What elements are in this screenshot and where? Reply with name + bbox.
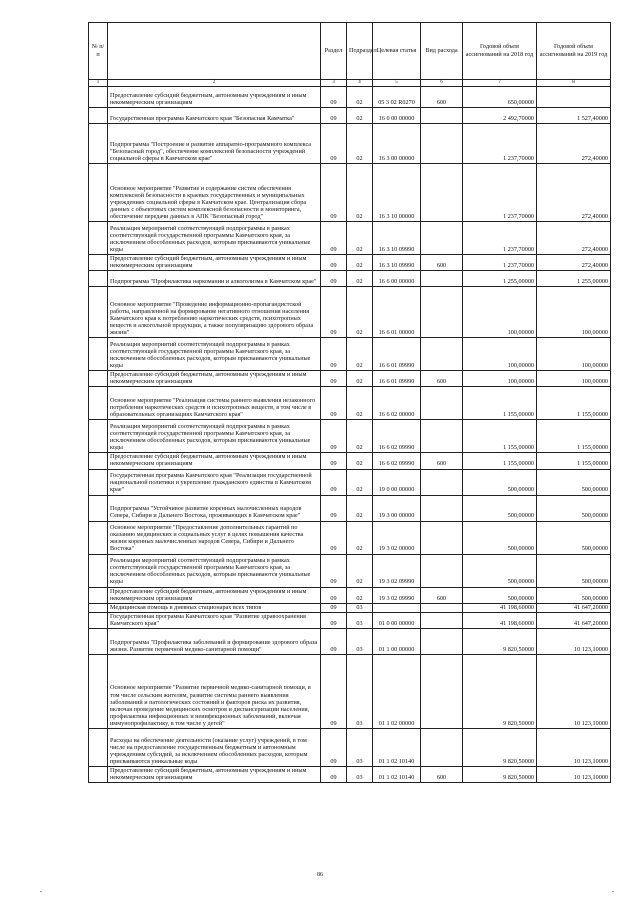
row-subsection: 02 (347, 495, 373, 521)
row-exptype: 600 (421, 587, 463, 603)
row-num (89, 655, 108, 729)
row-section: 09 (321, 87, 347, 108)
row-value-2018: 1 237,70000 (463, 255, 537, 271)
row-exptype (421, 124, 463, 164)
row-subsection: 03 (347, 767, 373, 783)
row-exptype (421, 271, 463, 287)
row-exptype (421, 554, 463, 587)
row-section: 09 (321, 629, 347, 655)
table-row (89, 124, 611, 164)
table-row (89, 271, 611, 287)
table-row (89, 87, 611, 108)
table-row (89, 603, 611, 612)
row-exptype (421, 420, 463, 453)
row-section: 09 (321, 338, 347, 371)
row-value-2018: 500,00000 (463, 521, 537, 554)
colnum: 2 (108, 80, 321, 87)
row-subsection: 03 (347, 729, 373, 767)
row-value-2018: 500,00000 (463, 587, 537, 603)
row-value-2019: 500,00000 (537, 495, 611, 521)
row-num (89, 469, 108, 495)
table-row (89, 729, 611, 767)
table-body (89, 87, 611, 783)
row-name: Предоставление субсидий бюджетным, автономным учреждениям и иным некоммерческим организациям (108, 255, 321, 271)
row-name: Реализация мероприятий соответствующей подпрограммы в рамках соответствующей государственной программы Камчатского края, за исключением обособленных расходов, которым присваиваются уникальные коды (108, 222, 321, 255)
row-exptype (421, 629, 463, 655)
row-subsection: 02 (347, 587, 373, 603)
row-name: Медицинская помощь в дневных стационарах всех типов (108, 603, 321, 612)
row-num (89, 612, 108, 628)
row-exptype (421, 603, 463, 612)
row-section: 09 (321, 587, 347, 603)
row-target: 19 3 00 00000 (373, 495, 421, 521)
row-target: 01 1 02 00000 (373, 655, 421, 729)
row-target: 16 6 00 00000 (373, 271, 421, 287)
row-value-2019: 500,00000 (537, 521, 611, 554)
row-subsection: 02 (347, 420, 373, 453)
column-number-row (89, 80, 611, 87)
row-name: Подпрограмма "Профилактика заболеваний и формирование здорового образа жизни. Развитие первичной медико-санитарной помощи" (108, 629, 321, 655)
row-exptype: 600 (421, 87, 463, 108)
row-value-2018: 41 198,60000 (463, 612, 537, 628)
row-value-2018: 9 820,50000 (463, 729, 537, 767)
row-value-2019 (537, 87, 611, 108)
row-name: Основное мероприятие "Развитие и содержание систем обеспечения комплексной безопасности в краевых государственных и муниципальных учреждениях социальной сферы в Камчатском крае. Централизация сбора данных с объектовых систем комплексной безопасности и мониторинга, обеспечение передачи данных в АПК "Безопасный город" (108, 164, 321, 222)
row-target: 16 6 02 09990 (373, 453, 421, 469)
row-section: 09 (321, 469, 347, 495)
row-subsection: 03 (347, 629, 373, 655)
row-value-2018: 9 820,50000 (463, 655, 537, 729)
row-section: 09 (321, 521, 347, 554)
row-subsection: 02 (347, 371, 373, 387)
row-section: 09 (321, 287, 347, 338)
row-target: 16 3 10 09990 (373, 255, 421, 271)
table-row (89, 164, 611, 222)
row-target: 16 6 01 00000 (373, 287, 421, 338)
row-target: 16 6 01 09990 (373, 371, 421, 387)
row-section: 09 (321, 767, 347, 783)
row-value-2019: 10 123,10000 (537, 629, 611, 655)
row-subsection: 02 (347, 108, 373, 124)
colnum: 3 (321, 80, 347, 87)
row-num (89, 87, 108, 108)
row-name: Государственная программа Камчатского края "Реализация государственной национальной политики и укрепление гражданского единства в Камчатском крае" (108, 469, 321, 495)
row-exptype (421, 495, 463, 521)
row-target: 01 1 02 10140 (373, 729, 421, 767)
row-name: Основное мероприятие "Развитие первичной медико-санитарной помощи, в том числе сельским жителям, развитие системы раннего выявления заболеваний и патологических состояний и факторов риска их развития, включая проведение медицинских осмотров и диспансеризации населения, профилактика инфекционных и неинфекционных заболеваний, включая иммунопрофилактику, в том числе у детей" (108, 655, 321, 729)
row-num (89, 255, 108, 271)
row-value-2019: 1 155,00000 (537, 420, 611, 453)
row-value-2018: 1 155,00000 (463, 387, 537, 420)
row-section: 09 (321, 164, 347, 222)
row-value-2019: 41 647,20000 (537, 612, 611, 628)
row-exptype (421, 655, 463, 729)
row-value-2019: 272,40000 (537, 222, 611, 255)
row-target (373, 603, 421, 612)
row-target: 19 0 00 00000 (373, 469, 421, 495)
row-section: 09 (321, 729, 347, 767)
row-subsection: 02 (347, 338, 373, 371)
header-subsection: Подраздел (347, 23, 373, 80)
row-value-2018: 9 820,50000 (463, 629, 537, 655)
row-value-2018: 1 237,70000 (463, 124, 537, 164)
row-value-2018: 2 492,70000 (463, 108, 537, 124)
colnum: 7 (463, 80, 537, 87)
row-num (89, 387, 108, 420)
row-num (89, 521, 108, 554)
table-row (89, 287, 611, 338)
table-row (89, 767, 611, 783)
table-row (89, 612, 611, 628)
row-section: 09 (321, 387, 347, 420)
row-target: 01 1 02 10140 (373, 767, 421, 783)
header-2019: Годовой объем ассигнований на 2019 год (537, 23, 611, 80)
scan-mark (612, 891, 614, 892)
row-subsection: 02 (347, 222, 373, 255)
header-target: Целевая статья (373, 23, 421, 80)
row-exptype: 600 (421, 255, 463, 271)
row-subsection: 02 (347, 469, 373, 495)
row-exptype (421, 108, 463, 124)
row-exptype (421, 287, 463, 338)
row-exptype (421, 729, 463, 767)
row-section: 09 (321, 371, 347, 387)
row-value-2018: 1 237,70000 (463, 222, 537, 255)
row-subsection: 02 (347, 271, 373, 287)
page-number: 86 (317, 872, 323, 878)
row-num (89, 338, 108, 371)
row-value-2018: 41 198,60000 (463, 603, 537, 612)
row-value-2018: 100,00000 (463, 287, 537, 338)
row-section: 09 (321, 420, 347, 453)
table-row (89, 338, 611, 371)
table-row (89, 420, 611, 453)
row-name: Предоставление субсидий бюджетным, автономным учреждениям и иным некоммерческим организациям (108, 767, 321, 783)
row-name: Реализация мероприятий соответствующей подпрограммы в рамках соответствующей государственной программы Камчатского края, за исключением обособленных расходов, которым присваиваются уникальные коды (108, 554, 321, 587)
row-value-2018: 500,00000 (463, 469, 537, 495)
row-target: 16 6 02 00000 (373, 387, 421, 420)
row-value-2019: 100,00000 (537, 338, 611, 371)
row-value-2018: 500,00000 (463, 554, 537, 587)
row-num (89, 164, 108, 222)
table-row (89, 453, 611, 469)
row-value-2019: 500,00000 (537, 469, 611, 495)
header-exptype: Вид расхода (421, 23, 463, 80)
scan-mark (40, 891, 42, 892)
row-value-2019: 272,40000 (537, 124, 611, 164)
row-name: Предоставление субсидий бюджетным, автономным учреждениям и иным некоммерческим организациям (108, 371, 321, 387)
row-name: Предоставление субсидий бюджетным, автономным учреждениям и иным некоммерческим организациям (108, 453, 321, 469)
row-target: 05 3 02 R0270 (373, 87, 421, 108)
table-row (89, 554, 611, 587)
row-name: Подпрограмма "Устойчивое развитие коренных малочисленных народов Севера, Сибири и Дальнего Востока, проживающих в Камчатском крае" (108, 495, 321, 521)
row-subsection: 02 (347, 287, 373, 338)
table-row (89, 587, 611, 603)
row-section: 09 (321, 108, 347, 124)
row-num (89, 271, 108, 287)
colnum: 4 (347, 80, 373, 87)
row-name: Предоставление субсидий бюджетным, автономным учреждениям и иным некоммерческим организациям (108, 87, 321, 108)
row-name: Подпрограмма "Построение и развитие аппаратно-программного комплекса "Безопасный город", обеспечение комплексной безопасности учреждений социальной сферы в Камчатском крае" (108, 124, 321, 164)
row-name: Государственная программа Камчатского края "Развитие здравоохранения Камчатского края" (108, 612, 321, 628)
row-target: 16 3 10 09990 (373, 222, 421, 255)
row-value-2019: 1 155,00000 (537, 453, 611, 469)
row-target: 16 6 01 09990 (373, 338, 421, 371)
row-value-2019: 10 123,10000 (537, 767, 611, 783)
row-target: 01 0 00 00000 (373, 612, 421, 628)
row-section: 09 (321, 655, 347, 729)
row-name: Подпрограмма "Профилактика наркомании и алкоголизма в Камчатском крае" (108, 271, 321, 287)
budget-table (88, 22, 611, 783)
row-num (89, 420, 108, 453)
row-section: 09 (321, 124, 347, 164)
row-num (89, 222, 108, 255)
row-value-2018: 1 255,00000 (463, 271, 537, 287)
table-row (89, 387, 611, 420)
row-value-2018: 1 155,00000 (463, 420, 537, 453)
row-num (89, 371, 108, 387)
row-value-2019: 1 255,00000 (537, 271, 611, 287)
row-value-2018: 100,00000 (463, 371, 537, 387)
row-name: Основное мероприятие "Реализация системы раннего выявления незаконного потребления наркотических средств и психотропных веществ, в том числе в образовательных организациях Камчатского края" (108, 387, 321, 420)
table-row (89, 222, 611, 255)
row-section: 09 (321, 554, 347, 587)
row-exptype (421, 338, 463, 371)
row-value-2019: 500,00000 (537, 587, 611, 603)
row-exptype: 600 (421, 371, 463, 387)
table-row (89, 495, 611, 521)
table-row (89, 255, 611, 271)
row-exptype (421, 387, 463, 420)
row-target: 19 3 02 09990 (373, 554, 421, 587)
row-value-2019: 41 647,20000 (537, 603, 611, 612)
row-subsection: 03 (347, 655, 373, 729)
row-num (89, 124, 108, 164)
row-exptype: 600 (421, 767, 463, 783)
row-section: 09 (321, 255, 347, 271)
row-value-2018: 500,00000 (463, 495, 537, 521)
row-name: Основное мероприятие "Проведение информационно-пропагандистской работы, направленной на формирование негативного отношения населения Камчатского края к потреблению наркотических средств, психотропных веществ и алкогольной продукции, а также популяризацию здорового образа жизни" (108, 287, 321, 338)
row-exptype (421, 469, 463, 495)
row-name: Реализация мероприятий соответствующей подпрограммы в рамках соответствующей государственной программы Камчатского края, за исключением обособленных расходов, которым присваиваются уникальные коды (108, 420, 321, 453)
row-exptype (421, 222, 463, 255)
colnum: 6 (421, 80, 463, 87)
row-subsection: 02 (347, 87, 373, 108)
row-subsection: 02 (347, 521, 373, 554)
row-section: 09 (321, 603, 347, 612)
table-row (89, 469, 611, 495)
row-num (89, 629, 108, 655)
row-value-2018: 650,00000 (463, 87, 537, 108)
row-value-2019: 100,00000 (537, 287, 611, 338)
row-subsection: 02 (347, 164, 373, 222)
row-target: 19 3 02 00000 (373, 521, 421, 554)
row-num (89, 453, 108, 469)
row-name: Предоставление субсидий бюджетным, автономным учреждениям и иным некоммерческим организациям (108, 587, 321, 603)
colnum: 8 (537, 80, 611, 87)
row-value-2019: 10 123,10000 (537, 729, 611, 767)
row-value-2019: 272,40000 (537, 255, 611, 271)
table-row (89, 371, 611, 387)
row-subsection: 02 (347, 453, 373, 469)
row-value-2018: 9 820,50000 (463, 767, 537, 783)
row-name: Государственная программа Камчатского края "Безопасная Камчатка" (108, 108, 321, 124)
row-num (89, 603, 108, 612)
row-section: 09 (321, 495, 347, 521)
row-value-2018: 100,00000 (463, 338, 537, 371)
row-value-2018: 1 155,00000 (463, 453, 537, 469)
row-value-2019: 10 123,10000 (537, 655, 611, 729)
table-row (89, 108, 611, 124)
row-value-2019: 500,00000 (537, 554, 611, 587)
row-subsection: 02 (347, 255, 373, 271)
row-num (89, 587, 108, 603)
row-target: 16 3 10 00000 (373, 164, 421, 222)
row-exptype (421, 521, 463, 554)
row-value-2019: 100,00000 (537, 371, 611, 387)
row-target: 16 0 00 00000 (373, 108, 421, 124)
row-value-2019: 272,40000 (537, 164, 611, 222)
row-num (89, 108, 108, 124)
colnum: 5 (373, 80, 421, 87)
header-section: Раздел (321, 23, 347, 80)
row-target: 16 3 00 00000 (373, 124, 421, 164)
colnum: 1 (89, 80, 108, 87)
row-section: 09 (321, 222, 347, 255)
table-row (89, 655, 611, 729)
row-subsection: 02 (347, 387, 373, 420)
row-num (89, 287, 108, 338)
row-exptype: 600 (421, 453, 463, 469)
row-num (89, 495, 108, 521)
row-exptype (421, 612, 463, 628)
header-num: № п/п (89, 23, 108, 80)
header-name (108, 23, 321, 80)
row-name: Расходы на обеспечение деятельности (оказание услуг) учреждений, в том числе на предоставление государственным бюджетным и автономным учреждениям субсидий, за исключением обособленных расходов, которым присваиваются уникальные коды (108, 729, 321, 767)
row-value-2019: 1 527,40000 (537, 108, 611, 124)
row-section: 09 (321, 612, 347, 628)
row-section: 09 (321, 271, 347, 287)
row-value-2019: 1 155,00000 (537, 387, 611, 420)
row-num (89, 729, 108, 767)
table-header-row (89, 23, 611, 80)
row-section: 09 (321, 453, 347, 469)
row-num (89, 554, 108, 587)
table-row (89, 521, 611, 554)
row-subsection: 02 (347, 554, 373, 587)
row-subsection: 02 (347, 124, 373, 164)
row-name: Основное мероприятие "Предоставление дополнительных гарантий по оказанию медицинских и социальных услуг в целях повышения качества жизни коренных малочисленных народов Севера, Сибири и Дальнего Востока" (108, 521, 321, 554)
row-subsection: 03 (347, 612, 373, 628)
row-target: 19 3 02 09990 (373, 587, 421, 603)
row-target: 16 6 02 09990 (373, 420, 421, 453)
header-2018: Годовой объем ассигнований на 2018 год (463, 23, 537, 80)
row-name: Реализация мероприятий соответствующей подпрограммы в рамках соответствующей государственной программы Камчатского края, за исключением обособленных расходов, которым присваиваются уникальные коды (108, 338, 321, 371)
row-value-2018: 1 237,70000 (463, 164, 537, 222)
row-subsection: 03 (347, 603, 373, 612)
row-exptype (421, 164, 463, 222)
row-target: 01 1 00 00000 (373, 629, 421, 655)
row-num (89, 767, 108, 783)
table-row (89, 629, 611, 655)
